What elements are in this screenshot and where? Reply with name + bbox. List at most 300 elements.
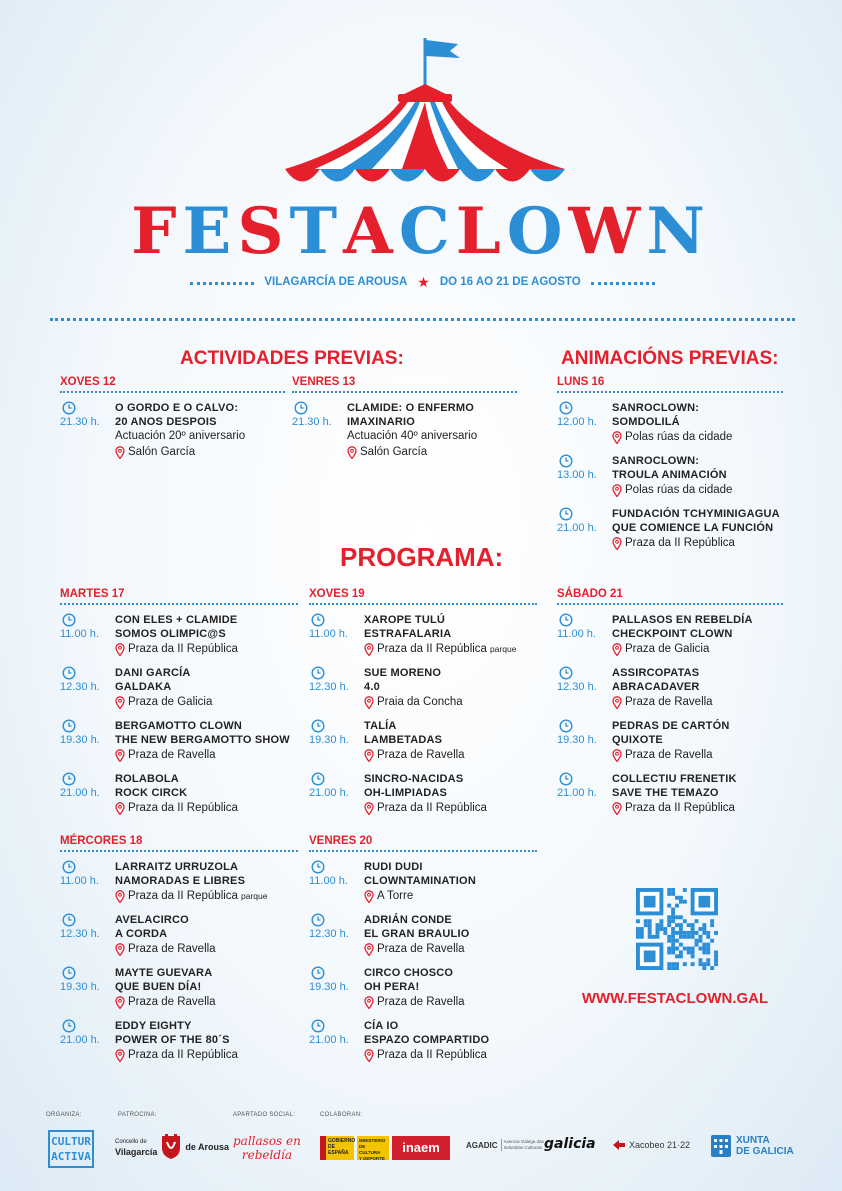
event-location bbox=[612, 800, 783, 816]
location-pin-icon bbox=[364, 802, 374, 815]
event-item bbox=[60, 719, 298, 763]
event-location bbox=[364, 994, 537, 1010]
clock-icon bbox=[559, 666, 573, 680]
event-time-column bbox=[309, 772, 364, 816]
event-time: 21.00 h. bbox=[60, 787, 100, 799]
event-time-column bbox=[60, 666, 115, 710]
event-details bbox=[115, 666, 298, 710]
label-organiza: ORGANIZA: bbox=[46, 1112, 82, 1118]
logo-text: Industrias Culturais bbox=[503, 1145, 543, 1150]
event-location-text: Salón García bbox=[360, 446, 428, 458]
event-location bbox=[364, 641, 537, 657]
dotted-line bbox=[591, 282, 655, 285]
event-details bbox=[364, 719, 537, 763]
event-item bbox=[60, 666, 298, 710]
event-time-column bbox=[309, 719, 364, 763]
location-pin-icon bbox=[612, 696, 622, 709]
logo-text: Concello de bbox=[115, 1139, 147, 1145]
location-pin-icon bbox=[347, 446, 357, 459]
event-name: AVELACIRCO bbox=[115, 914, 189, 926]
day-venres-13 bbox=[292, 376, 517, 469]
event-details bbox=[364, 913, 537, 957]
event-details bbox=[364, 966, 537, 1010]
location-pin-icon bbox=[612, 749, 622, 762]
event-location bbox=[612, 429, 783, 445]
event-item bbox=[309, 719, 537, 763]
clock-icon bbox=[62, 772, 76, 786]
location-pin-icon bbox=[115, 696, 125, 709]
event-location-text: Praza de Ravella bbox=[377, 996, 465, 1008]
event-details bbox=[115, 719, 298, 763]
clock-icon bbox=[294, 401, 308, 415]
event-time: 11.00 h. bbox=[309, 875, 348, 887]
clock-icon bbox=[559, 613, 573, 627]
clock-icon bbox=[62, 666, 76, 680]
clock-icon bbox=[311, 966, 325, 980]
event-name: ADRIÁN CONDE bbox=[364, 914, 452, 926]
event-location-text: Praza de Ravella bbox=[625, 749, 713, 761]
event-time: 11.00 h. bbox=[557, 628, 596, 640]
day-mercores-18 bbox=[60, 835, 298, 1072]
clock-icon bbox=[62, 613, 76, 627]
event-name: CLAMIDE: O ENFERMO bbox=[347, 402, 475, 414]
event-time-column bbox=[557, 613, 612, 657]
event-details bbox=[364, 772, 537, 816]
event-description: Actuación 20º aniversario bbox=[115, 430, 246, 442]
event-name: PEDRAS DE CARTÓN bbox=[612, 720, 730, 732]
event-location-text: Praza da II República bbox=[377, 643, 487, 655]
event-item bbox=[557, 772, 783, 816]
event-time: 12.30 h. bbox=[309, 681, 349, 693]
location-pin-icon bbox=[612, 484, 622, 497]
event-item bbox=[60, 913, 298, 957]
event-name: ROLABOLA bbox=[115, 773, 179, 785]
clock-icon bbox=[62, 1019, 76, 1033]
event-name: ROCK CIRCK bbox=[115, 787, 188, 799]
star-icon: ★ bbox=[417, 273, 430, 290]
event-item bbox=[557, 666, 783, 710]
qr-code[interactable] bbox=[636, 888, 718, 970]
event-time-column bbox=[309, 1019, 364, 1063]
logo-xacobeo bbox=[612, 1139, 690, 1151]
event-time: 12.30 h. bbox=[60, 681, 100, 693]
event-details bbox=[115, 1019, 298, 1063]
logo-text: Axencia Galega das bbox=[503, 1139, 544, 1144]
event-time-column bbox=[557, 454, 612, 498]
event-location bbox=[612, 694, 783, 710]
event-name: ASSIRCOPATAS bbox=[612, 667, 700, 679]
event-location-text: Praza da II República bbox=[377, 802, 487, 814]
event-details bbox=[612, 613, 783, 657]
location-pin-icon bbox=[364, 696, 374, 709]
event-time: 19.30 h. bbox=[60, 981, 100, 993]
title-letter: W bbox=[568, 194, 647, 269]
event-time-column bbox=[60, 913, 115, 957]
event-description: Actuación 40º aniversario bbox=[347, 430, 478, 442]
event-name: SUE MORENO bbox=[364, 667, 442, 679]
xunta-crest-icon bbox=[710, 1134, 732, 1158]
title-letter: E bbox=[182, 194, 238, 269]
event-item bbox=[309, 966, 537, 1010]
day-heading: XOVES 12 bbox=[60, 376, 285, 393]
event-time-column bbox=[60, 860, 115, 904]
event-item bbox=[60, 613, 298, 657]
event-location bbox=[115, 994, 298, 1010]
city-name: VILAGARCÍA DE AROUSA bbox=[264, 276, 408, 288]
event-details bbox=[347, 401, 517, 460]
event-name: CIRCO CHOSCO bbox=[364, 967, 454, 979]
event-name: LAMBETADAS bbox=[364, 734, 443, 746]
event-name: 4.0 bbox=[364, 681, 380, 693]
location-pin-icon bbox=[364, 749, 374, 762]
event-name: CON ELES + CLAMIDE bbox=[115, 614, 238, 626]
event-name: XAROPE TULÚ bbox=[364, 614, 446, 626]
day-heading: MÉRCORES 18 bbox=[60, 835, 298, 852]
event-item bbox=[309, 860, 537, 904]
event-location-text: Salón García bbox=[128, 446, 196, 458]
event-time-column bbox=[557, 401, 612, 445]
logo-text: DE ESPAÑA bbox=[328, 1144, 349, 1156]
event-name: COLLECTIU FRENETIK bbox=[612, 773, 737, 785]
event-name: EDDY EIGHTY bbox=[115, 1020, 192, 1032]
logo-xunta-de-galicia bbox=[710, 1134, 794, 1158]
title-letter: A bbox=[343, 194, 399, 269]
event-item bbox=[60, 401, 285, 460]
event-time: 11.00 h. bbox=[60, 628, 99, 640]
logo-text: AGADIC bbox=[466, 1140, 498, 1150]
event-name: POWER OF THE 80´S bbox=[115, 1034, 230, 1046]
event-time-column bbox=[557, 719, 612, 763]
event-name: ABRACADAVER bbox=[612, 681, 700, 693]
event-location-text: Praza de Ravella bbox=[377, 749, 465, 761]
event-item bbox=[557, 613, 783, 657]
event-time-column bbox=[557, 666, 612, 710]
event-location bbox=[364, 888, 537, 904]
event-item bbox=[557, 719, 783, 763]
event-name: GALDAKA bbox=[115, 681, 172, 693]
logo-text: MINISTERIO bbox=[359, 1138, 386, 1143]
label-colaboran: COLABORAN: bbox=[320, 1112, 363, 1118]
event-time: 19.30 h. bbox=[557, 734, 597, 746]
location-pin-icon bbox=[115, 1049, 125, 1062]
event-name: SANROCLOWN: bbox=[612, 402, 700, 414]
event-name: EL GRAN BRAULIO bbox=[364, 928, 470, 940]
location-pin-icon bbox=[115, 890, 125, 903]
event-location bbox=[364, 747, 537, 763]
circus-tent-illustration bbox=[280, 34, 570, 194]
label-apartado-social: APARTADO SOCIAL: bbox=[233, 1112, 296, 1118]
logo-pallasos-en-rebeldia bbox=[233, 1134, 301, 1162]
title-letter: T bbox=[289, 194, 344, 269]
clock-icon bbox=[311, 860, 325, 874]
event-location bbox=[364, 1047, 537, 1063]
clock-icon bbox=[311, 666, 325, 680]
event-details bbox=[364, 613, 537, 657]
event-location bbox=[364, 694, 537, 710]
section-title-previas: ACTIVIDADES PREVIAS: bbox=[180, 348, 404, 369]
location-pin-icon bbox=[115, 643, 125, 656]
event-name: SOMOS OLIMPIC@S bbox=[115, 628, 226, 640]
event-time: 12.30 h. bbox=[557, 681, 597, 693]
logo-text: Vilagarcía bbox=[115, 1147, 158, 1157]
event-item bbox=[309, 913, 537, 957]
event-item bbox=[309, 772, 537, 816]
clock-icon bbox=[62, 401, 76, 415]
event-location-text: Praza de Ravella bbox=[128, 996, 216, 1008]
event-time: 21.00 h. bbox=[309, 1034, 349, 1046]
event-name: IMAXINARIO bbox=[347, 416, 415, 428]
event-location-text: Praza da II República bbox=[625, 802, 735, 814]
event-time-column bbox=[309, 966, 364, 1010]
event-location bbox=[612, 482, 783, 498]
event-name: THE NEW BERGAMOTTO SHOW bbox=[115, 734, 290, 746]
event-name: RUDI DUDI bbox=[364, 861, 423, 873]
logo-text: GOBIERNO bbox=[328, 1138, 356, 1144]
event-name: BERGAMOTTO CLOWN bbox=[115, 720, 243, 732]
event-details bbox=[612, 507, 783, 551]
event-location-text: A Torre bbox=[377, 890, 414, 902]
event-location-text: Praza de Galicia bbox=[625, 643, 710, 655]
location-pin-icon bbox=[364, 1049, 374, 1062]
location-pin-icon bbox=[364, 943, 374, 956]
event-location-text: Praza da II República bbox=[377, 1049, 487, 1061]
xacobeo-icon bbox=[612, 1139, 626, 1151]
event-time: 21.00 h. bbox=[60, 1034, 100, 1046]
logo-cultur-activa bbox=[48, 1130, 94, 1168]
event-location bbox=[115, 1047, 298, 1063]
event-time: 11.00 h. bbox=[309, 628, 348, 640]
event-location-text: Praza de Ravella bbox=[625, 696, 713, 708]
event-name: LARRAITZ URRUZOLA bbox=[115, 861, 239, 873]
event-location bbox=[612, 747, 783, 763]
clock-icon bbox=[311, 772, 325, 786]
event-location-text: Praza da II República bbox=[128, 802, 238, 814]
event-name: QUIXOTE bbox=[612, 734, 663, 746]
logo-text: pallasos en bbox=[233, 1134, 301, 1148]
event-location bbox=[115, 747, 298, 763]
festival-title bbox=[0, 194, 842, 269]
event-time-column bbox=[557, 772, 612, 816]
event-details bbox=[115, 401, 285, 460]
clock-icon bbox=[311, 613, 325, 627]
event-time: 21.00 h. bbox=[309, 787, 349, 799]
event-time: 11.00 h. bbox=[60, 875, 99, 887]
event-item bbox=[557, 454, 783, 498]
location-pin-icon bbox=[612, 643, 622, 656]
logo-text: ACTIVA bbox=[51, 1150, 91, 1163]
location-pin-icon bbox=[115, 446, 125, 459]
day-heading: VENRES 20 bbox=[309, 835, 537, 852]
day-sabado-21 bbox=[557, 588, 783, 825]
event-location bbox=[612, 641, 783, 657]
clock-icon bbox=[62, 913, 76, 927]
clock-icon bbox=[559, 507, 573, 521]
day-xoves-19 bbox=[309, 588, 537, 825]
day-martes-17 bbox=[60, 588, 298, 825]
title-letter: F bbox=[131, 194, 183, 269]
event-details bbox=[115, 860, 298, 904]
event-time-column bbox=[309, 613, 364, 657]
event-item bbox=[309, 613, 537, 657]
event-time: 21.00 h. bbox=[557, 787, 597, 799]
event-location-text: Praza da II República bbox=[128, 1049, 238, 1061]
logo-galicia: galicia bbox=[544, 1136, 596, 1152]
label-patrocina: PATROCINA: bbox=[118, 1112, 157, 1118]
event-time: 13.00 h. bbox=[557, 469, 597, 481]
event-time: 12.00 h. bbox=[557, 416, 597, 428]
location-pin-icon bbox=[612, 537, 622, 550]
event-time-column bbox=[60, 719, 115, 763]
event-location-text: Praza da II República bbox=[625, 537, 735, 549]
location-pin-icon bbox=[364, 996, 374, 1009]
title-letter: N bbox=[646, 194, 711, 269]
event-item bbox=[557, 401, 783, 445]
event-location bbox=[115, 888, 298, 904]
day-heading: XOVES 19 bbox=[309, 588, 537, 605]
clock-icon bbox=[311, 1019, 325, 1033]
event-details bbox=[612, 454, 783, 498]
day-venres-20 bbox=[309, 835, 537, 1072]
event-item bbox=[557, 507, 783, 551]
event-location bbox=[115, 800, 298, 816]
event-name: QUE BUEN DÍA! bbox=[115, 981, 202, 993]
logo-text: de Arousa bbox=[185, 1142, 230, 1152]
day-luns-16 bbox=[557, 376, 783, 560]
logo-text: CULTUR bbox=[51, 1135, 91, 1148]
title-letter: C bbox=[398, 194, 456, 269]
logo-agadic bbox=[466, 1139, 544, 1151]
clock-icon bbox=[311, 719, 325, 733]
event-time: 19.30 h. bbox=[309, 981, 349, 993]
event-details bbox=[612, 666, 783, 710]
location-pin-icon bbox=[612, 431, 622, 444]
logo-concello-vilagarcia bbox=[115, 1134, 229, 1160]
event-time: 21.30 h. bbox=[292, 416, 332, 428]
logo-text: rebeldía bbox=[241, 1148, 292, 1162]
event-details bbox=[364, 1019, 537, 1063]
event-location-text: Praza de Ravella bbox=[128, 749, 216, 761]
event-location bbox=[364, 941, 537, 957]
event-location bbox=[612, 535, 783, 551]
clock-icon bbox=[559, 454, 573, 468]
event-time: 12.30 h. bbox=[60, 928, 100, 940]
section-title-programa: PROGRAMA: bbox=[340, 542, 504, 572]
event-name: SINCRO-NACIDAS bbox=[364, 773, 464, 785]
section-title-animacions: ANIMACIÓNS PREVIAS: bbox=[561, 348, 779, 369]
event-name: DANI GARCÍA bbox=[115, 667, 191, 679]
event-location-text: Praza da II República bbox=[128, 643, 238, 655]
event-time: 21.30 h. bbox=[60, 416, 100, 428]
day-heading: VENRES 13 bbox=[292, 376, 517, 393]
event-name: OH-LIMPIADAS bbox=[364, 787, 448, 799]
section-divider bbox=[50, 318, 795, 321]
title-letter: O bbox=[506, 194, 569, 269]
event-time-column bbox=[60, 1019, 115, 1063]
event-time-column bbox=[309, 913, 364, 957]
event-time: 19.30 h. bbox=[60, 734, 100, 746]
event-location bbox=[115, 941, 298, 957]
day-heading: MARTES 17 bbox=[60, 588, 298, 605]
location-pin-icon bbox=[612, 802, 622, 815]
location-pin-icon bbox=[115, 996, 125, 1009]
event-time: 19.30 h. bbox=[309, 734, 349, 746]
event-details bbox=[115, 772, 298, 816]
clock-icon bbox=[559, 719, 573, 733]
event-location bbox=[115, 641, 298, 657]
logo-text: inaem bbox=[392, 1136, 450, 1160]
event-name: SANROCLOWN: bbox=[612, 455, 700, 467]
logo-text: Xacobeo 21·22 bbox=[629, 1140, 691, 1150]
title-letter: S bbox=[237, 194, 290, 269]
logo-text: Y DEPORTE bbox=[359, 1156, 385, 1161]
subtitle-row bbox=[190, 272, 655, 292]
event-name: ESPAZO COMPARTIDO bbox=[364, 1034, 490, 1046]
event-details bbox=[364, 666, 537, 710]
event-details bbox=[364, 860, 537, 904]
event-location-text: Praza da II República bbox=[128, 890, 238, 902]
event-time-column bbox=[60, 772, 115, 816]
event-location-text: Praza de Galicia bbox=[128, 696, 213, 708]
event-time-column bbox=[557, 507, 612, 551]
event-time-column bbox=[292, 401, 347, 460]
event-location-extra: parque bbox=[240, 891, 268, 901]
event-name: TALÍA bbox=[364, 720, 397, 732]
event-name: CÍA IO bbox=[364, 1020, 399, 1032]
event-details bbox=[612, 772, 783, 816]
dotted-line bbox=[190, 282, 254, 285]
event-location-text: Polas rúas da cidade bbox=[625, 484, 733, 496]
day-heading: LUNS 16 bbox=[557, 376, 783, 393]
event-name: TROULA ANIMACIÓN bbox=[612, 469, 727, 481]
logo-ministerio-cultura bbox=[320, 1136, 450, 1160]
event-location bbox=[115, 444, 285, 460]
location-pin-icon bbox=[364, 643, 374, 656]
event-details bbox=[115, 966, 298, 1010]
event-time-column bbox=[309, 860, 364, 904]
event-name: A CORDA bbox=[115, 928, 168, 940]
location-pin-icon bbox=[115, 943, 125, 956]
event-item bbox=[60, 772, 298, 816]
event-time-column bbox=[60, 613, 115, 657]
event-name: 20 ANOS DESPOIS bbox=[115, 416, 217, 428]
clock-icon bbox=[62, 719, 76, 733]
location-pin-icon bbox=[115, 749, 125, 762]
event-name: FUNDACIÓN TCHYMINIGAGUA bbox=[612, 508, 780, 520]
event-details bbox=[115, 613, 298, 657]
event-location bbox=[115, 694, 298, 710]
event-details bbox=[612, 719, 783, 763]
clock-icon bbox=[62, 860, 76, 874]
day-heading: SÁBADO 21 bbox=[557, 588, 783, 605]
event-name: SOMDOLILÁ bbox=[612, 416, 680, 428]
clock-icon bbox=[62, 966, 76, 980]
event-name: OH PERA! bbox=[364, 981, 420, 993]
event-location-text: Praia da Concha bbox=[377, 696, 463, 708]
event-item bbox=[309, 1019, 537, 1063]
event-name: CHECKPOINT CLOWN bbox=[612, 628, 733, 640]
event-location bbox=[347, 444, 517, 460]
location-pin-icon bbox=[115, 802, 125, 815]
event-item bbox=[309, 666, 537, 710]
event-name: CLOWNTAMINATION bbox=[364, 875, 476, 887]
clock-icon bbox=[559, 401, 573, 415]
event-time-column bbox=[60, 401, 115, 460]
shield-icon bbox=[161, 1134, 181, 1160]
event-name: MAYTE GUEVARA bbox=[115, 967, 213, 979]
website-link[interactable]: WWW.FESTACLOWN.GAL bbox=[581, 990, 769, 1007]
event-name: SAVE THE TEMAZO bbox=[612, 787, 719, 799]
day-xoves-12 bbox=[60, 376, 285, 469]
